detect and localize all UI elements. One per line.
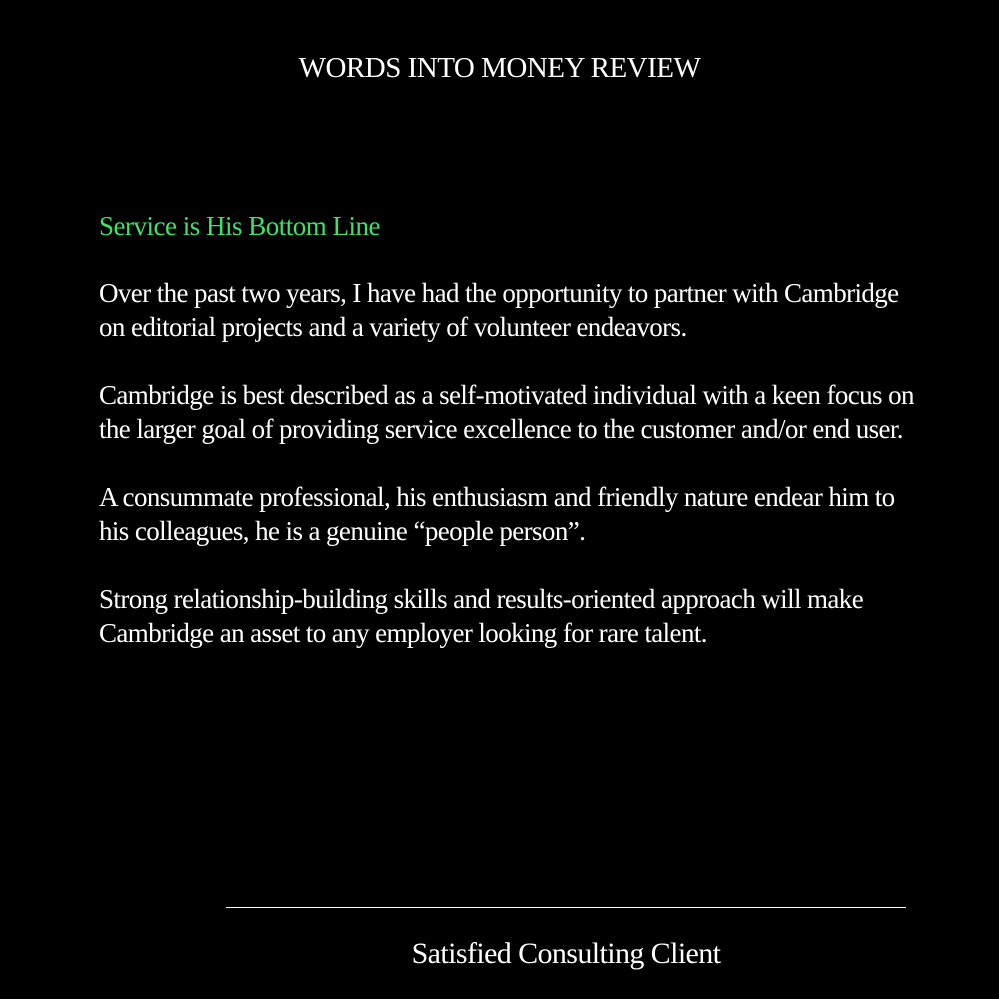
review-paragraph: A consummate professional, his enthusiasm and friendly nature endear him to his colleagues, he is a genuine “people person”. bbox=[99, 482, 895, 546]
review-body bbox=[99, 206, 919, 684]
review-paragraph: Cambridge is best described as a self-motivated individual with a keen focus on the larger goal of providing service excellence to the customer and/or end user. bbox=[99, 380, 914, 444]
review-headline: Service is His Bottom Line bbox=[99, 211, 380, 241]
page-title: WORDS INTO MONEY REVIEW bbox=[298, 52, 701, 84]
signature-divider bbox=[226, 907, 906, 908]
review-attribution: Satisfied Consulting Client bbox=[411, 937, 721, 970]
review-paragraph: Strong relationship-building skills and results-oriented approach will make Cambridge an asset to any employer looking for rare talent. bbox=[99, 584, 864, 648]
review-paragraph: Over the past two years, I have had the opportunity to partner with Cambridge on editorial projects and a variety of volunteer endeavors. bbox=[99, 278, 899, 342]
